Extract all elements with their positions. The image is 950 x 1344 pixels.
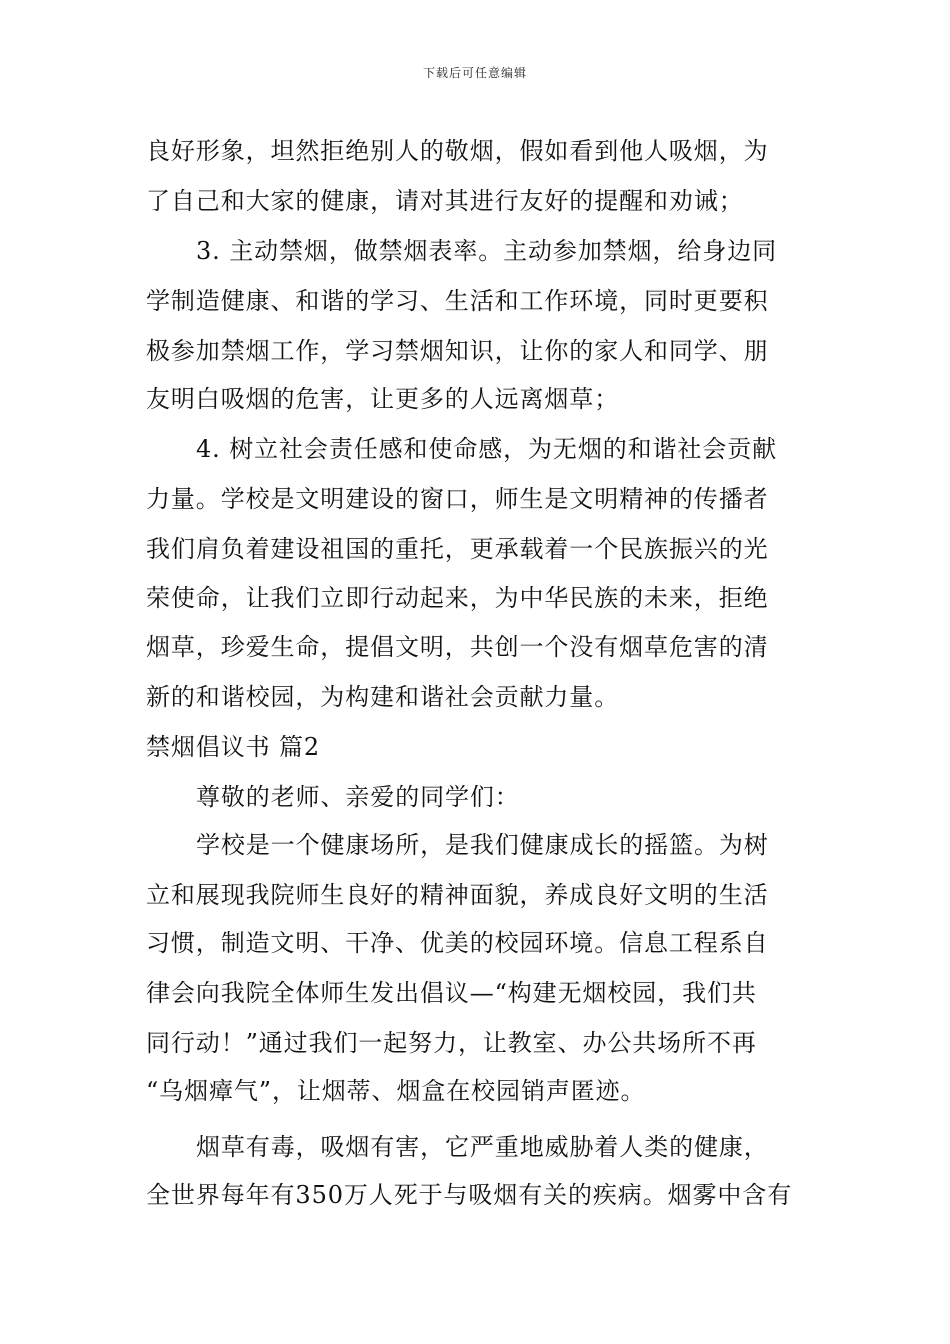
body-line: 良好形象，坦然拒绝别人的敬烟，假如看到他人吸烟，为 (146, 137, 769, 165)
salutation: 尊敬的老师、亲爱的同学们： (196, 783, 520, 811)
body-line: 同行动！”通过我们一起努力，让教室、办公共场所不再 (146, 1029, 757, 1057)
body-line: 律会向我院全体师生发出倡议—“构建无烟校园，我们共 (146, 979, 757, 1007)
list-item-4: 4. 树立社会责任感和使命感，为无烟的和谐社会贡献 (196, 435, 778, 463)
body-line: 友明白吸烟的危害，让更多的人远离烟草； (146, 385, 620, 413)
body-line: 学制造健康、和谐的学习、生活和工作环境，同时更要积 (146, 287, 769, 315)
body-line: 习惯，制造文明、干净、优美的校园环境。信息工程系自 (146, 929, 769, 957)
paragraph-start: 学校是一个健康场所，是我们健康成长的摇篮。为树 (196, 831, 769, 859)
body-line: “乌烟瘴气”，让烟蒂、烟盒在校园销声匿迹。 (146, 1077, 646, 1105)
body-line: 荣使命，让我们立即行动起来，为中华民族的未来，拒绝 (146, 584, 769, 612)
paragraph-start: 烟草有毒，吸烟有害，它严重地威胁着人类的健康， (196, 1133, 769, 1161)
body-line: 新的和谐校园，为构建和谐社会贡献力量。 (146, 683, 620, 711)
body-line: 了自己和大家的健康，请对其进行友好的提醒和劝诫； (146, 187, 744, 215)
body-line: 立和展现我院师生良好的精神面貌，养成良好文明的生活 (146, 881, 769, 909)
body-line: 力量。学校是文明建设的窗口，师生是文明精神的传播者 (146, 485, 769, 513)
body-line: 烟草，珍爱生命，提倡文明，共创一个没有烟草危害的清 (146, 633, 769, 661)
body-line: 我们肩负着建设祖国的重托，更承载着一个民族振兴的光 (146, 535, 769, 563)
body-line: 极参加禁烟工作，学习禁烟知识，让你的家人和同学、朋 (146, 337, 769, 365)
body-line: 全世界每年有350万人死于与吸烟有关的疾病。烟雾中含有 (146, 1181, 793, 1209)
page-header: 下载后可任意编辑 (422, 66, 527, 80)
list-item-3: 3. 主动禁烟，做禁烟表率。主动参加禁烟，给身边同 (196, 237, 778, 265)
section-heading: 禁烟倡议书 篇2 (146, 733, 321, 761)
